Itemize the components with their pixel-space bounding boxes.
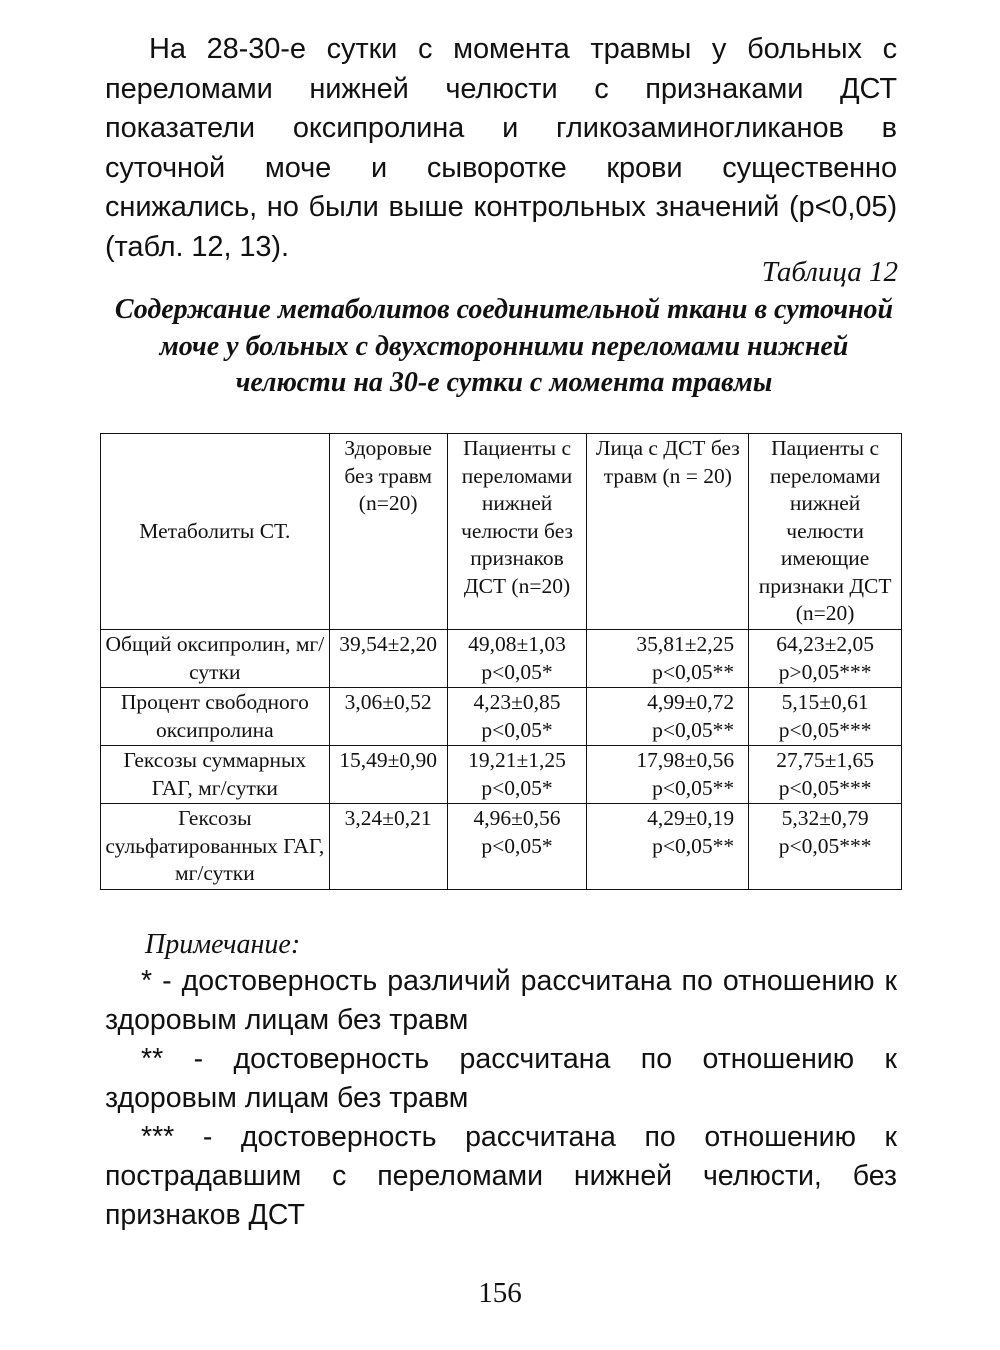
cell-p: p<0,05***	[778, 833, 872, 858]
cell-dst-no-trauma	[587, 804, 749, 890]
cell-metabolite: Гексозы сульфатированных ГАГ, мг/сутки	[101, 804, 330, 890]
cell-value: 4,96±0,56	[473, 806, 561, 830]
cell-p: p<0,05*	[481, 717, 553, 742]
header-dst-no-trauma: Лица с ДСТ без травм (n = 20)	[587, 434, 749, 630]
cell-fracture-no-dst	[447, 804, 587, 890]
cell-value: 27,75±1,65	[776, 748, 874, 772]
table-row	[101, 688, 902, 746]
header-healthy: Здоровые без травм (n=20)	[329, 434, 447, 630]
cell-value: 5,15±0,61	[781, 690, 869, 714]
cell-p: p<0,05**	[652, 775, 735, 800]
cell-dst-no-trauma	[587, 746, 749, 804]
cell-healthy: 3,06±0,52	[329, 688, 447, 746]
cell-value: 4,23±0,85	[473, 690, 561, 714]
note-item: * - достоверность различий рассчитана по отношению к здоровым лицам без травм	[105, 965, 897, 1036]
cell-value: 19,21±1,25	[468, 748, 566, 772]
table-number: Таблица 12	[761, 256, 898, 288]
cell-fracture-no-dst	[447, 688, 587, 746]
cell-p: p<0,05**	[652, 717, 735, 742]
cell-value: 49,08±1,03	[468, 632, 566, 656]
table-caption: Содержание метаболитов соединительной ткани в суточной моче у больных с двухсторонними переломами нижней челюсти на 30-е сутки с момента травмы	[114, 294, 894, 398]
header-metabolites: Метаболиты СТ.	[101, 434, 330, 630]
note-item: *** - достоверность рассчитана по отношению к пострадавшим с переломами нижней челюсти, без признаков ДСТ	[105, 1121, 897, 1231]
cell-fracture-dst	[749, 804, 902, 890]
cell-value: 4,99±0,72	[647, 690, 735, 714]
cell-metabolite: Общий оксипролин, мг/сутки	[101, 630, 330, 688]
cell-value: 5,32±0,79	[781, 806, 869, 830]
cell-value: 64,23±2,05	[776, 632, 874, 656]
metabolites-table	[100, 433, 902, 890]
cell-dst-no-trauma	[587, 630, 749, 688]
note-item: ** - достоверность рассчитана по отношению к здоровым лицам без травм	[105, 1043, 897, 1114]
page-number: 156	[478, 1277, 522, 1309]
table-row	[101, 746, 902, 804]
cell-healthy: 15,49±0,90	[329, 746, 447, 804]
intro-paragraph: На 28-30-е сутки с момента травмы у больных с переломами нижней челюсти с признаками ДСТ показатели оксипролина и гликозаминогликанов в суточной моче и сыворотке крови существенно снижались, но были выше контрольных значений (р<0,05) (табл. 12, 13).	[105, 33, 897, 263]
cell-p: p<0,05**	[652, 833, 735, 858]
cell-healthy: 3,24±0,21	[329, 804, 447, 890]
cell-fracture-no-dst	[447, 746, 587, 804]
header-fracture-no-dst: Пациенты с переломами нижней челюсти без признаков ДСТ (n=20)	[447, 434, 587, 630]
cell-metabolite: Гексозы суммарных ГАГ, мг/сутки	[101, 746, 330, 804]
cell-p: p<0,05**	[652, 659, 735, 684]
cell-p: p<0,05***	[778, 717, 872, 742]
cell-p: p<0,05*	[481, 833, 553, 858]
cell-p: p<0,05*	[481, 659, 553, 684]
note-title: Примечание:	[145, 929, 301, 960]
cell-value: 4,29±0,19	[647, 806, 735, 830]
header-fracture-dst: Пациенты с переломами нижней челюсти имеющие признаки ДСТ (n=20)	[749, 434, 902, 630]
cell-fracture-dst	[749, 746, 902, 804]
cell-value: 35,81±2,25	[636, 632, 735, 656]
cell-p: p<0,05***	[778, 775, 872, 800]
cell-p: p>0,05***	[778, 659, 872, 684]
cell-fracture-no-dst	[447, 630, 587, 688]
cell-dst-no-trauma	[587, 688, 749, 746]
cell-p: p<0,05*	[481, 775, 553, 800]
table-row	[101, 630, 902, 688]
cell-value: 17,98±0,56	[636, 748, 735, 772]
notes-block	[105, 962, 897, 1235]
cell-metabolite: Процент свободного оксипролина	[101, 688, 330, 746]
cell-fracture-dst	[749, 630, 902, 688]
table-row	[101, 804, 902, 890]
cell-fracture-dst	[749, 688, 902, 746]
cell-healthy: 39,54±2,20	[329, 630, 447, 688]
table-header-row	[101, 434, 902, 630]
